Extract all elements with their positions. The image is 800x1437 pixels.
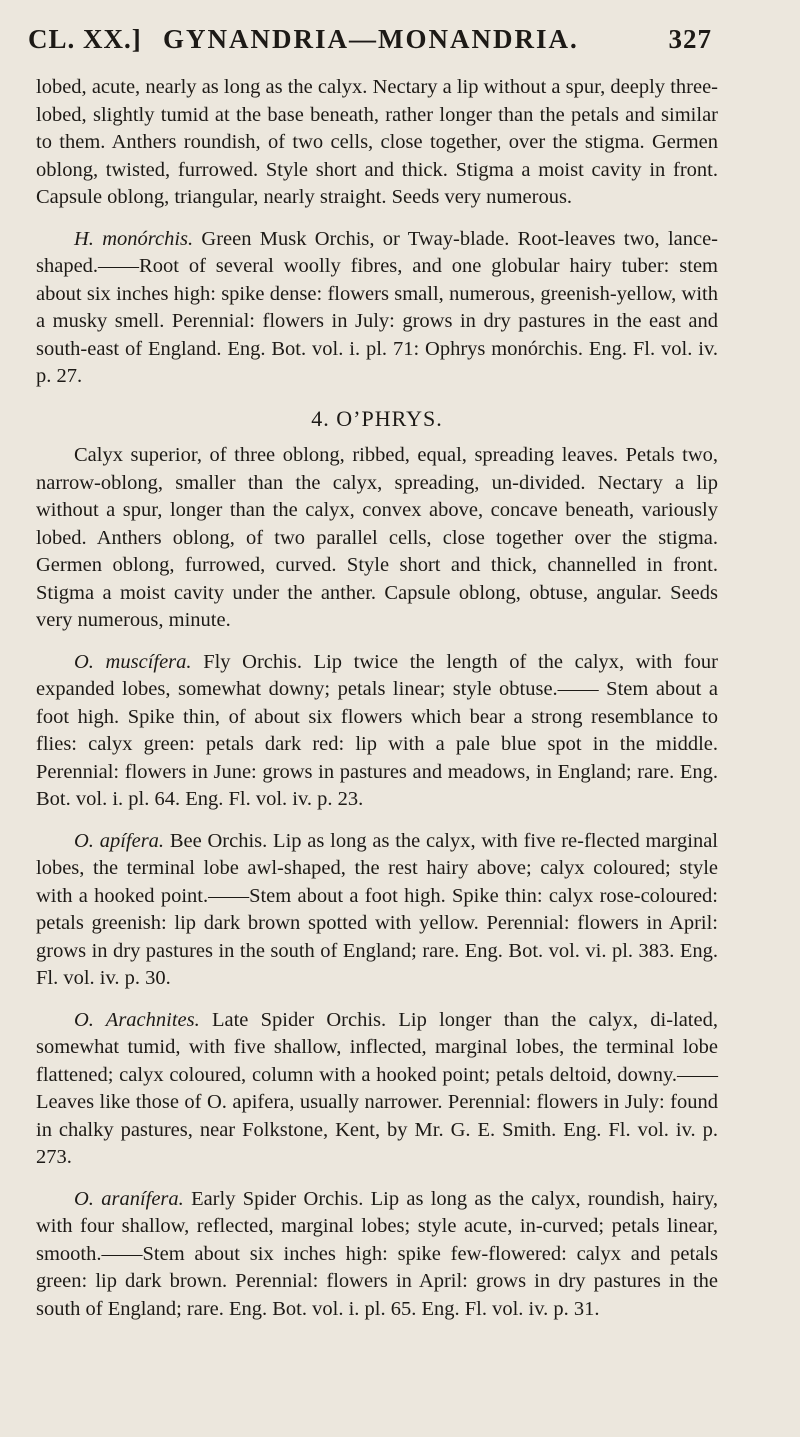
- genus-heading: 4. O’PHRYS.: [311, 405, 443, 431]
- page-number: 327: [668, 24, 712, 54]
- body-text: [36, 74, 718, 1323]
- running-header: [28, 24, 712, 64]
- species-description: Green Musk Orchis, or Tway-blade. Root-leaves two, lance-shaped.——Root of several woolly fibres, and one globular hairy tuber: stem about six inches high: spike dense: flowers small, numerous, greenish-yellow, with a musky smell. Perennial: flowers in July: grows in dry pastures in the east and south-east of England. Eng. Bot. vol. i. pl. 71: Ophrys monórchis. Eng. Fl. vol. iv. p. 27.: [36, 227, 719, 387]
- species-entry-aranifera: [36, 1186, 718, 1324]
- species-entry-monorchis: [36, 226, 718, 391]
- page-title: GYNANDRIA—MONANDRIA.: [163, 24, 579, 54]
- species-name: H. monórchis.: [74, 227, 194, 250]
- class-reference: CL. XX.]: [28, 24, 142, 54]
- continued-paragraph: lobed, acute, nearly as long as the calyx. Nectary a lip without a spur, deeply three-lobed, slightly tumid at the base beneath, rather longer than the petals and similar to them. Anthers roundish, of two cells, close together, over the stigma. Germen oblong, twisted, furrowed. Style short and thick. Stigma a moist cavity in front. Capsule oblong, triangular, nearly straight. Seeds very numerous.: [36, 76, 718, 208]
- species-description: Bee Orchis. Lip as long as the calyx, with five re-flected marginal lobes, the terminal lobe awl-shaped, the rest hairy above; calyx coloured; style with a hooked point.——Stem about a foot high. Spike thin: calyx rose-coloured: petals greenish: lip dark brown spotted with yellow. Perennial: flowers in April: grows in dry pastures in the south of England; rare. Eng. Bot. vol. vi. pl. 383. Eng. Fl. vol. iv. p. 30.: [36, 829, 719, 989]
- species-name: O. apífera.: [74, 829, 165, 852]
- species-name: O. Arachnites.: [74, 1008, 200, 1031]
- genus-description: Calyx superior, of three oblong, ribbed, equal, spreading leaves. Petals two, narrow-oblong, smaller than the calyx, spreading, un-divided. Nectary a lip without a spur, longer than the calyx, convex above, concave beneath, variously lobed. Anthers oblong, of two parallel cells, close together over the stigma. Germen oblong, furrowed, curved. Style short and thick, channelled in front. Stigma a moist cavity under the anther. Capsule oblong, obtuse, angular. Seeds very numerous, minute.: [36, 444, 718, 631]
- species-entry-arachnites: [36, 1007, 718, 1172]
- species-name: O. aranífera.: [74, 1187, 184, 1210]
- species-description: Early Spider Orchis. Lip as long as the calyx, roundish, hairy, with four shallow, reflected, marginal lobes; style acute, in-curved; petals linear, smooth.——Stem about six inches high: spike few-flowered: calyx and petals green: lip dark brown. Perennial: flowers in April: grows in dry pastures in the south of England; rare. Eng. Bot. vol. i. pl. 65. Eng. Fl. vol. iv. p. 31.: [36, 1187, 718, 1320]
- species-entry-muscifera: [36, 649, 718, 814]
- species-entry-apifera: [36, 828, 718, 993]
- species-description: Late Spider Orchis. Lip longer than the calyx, di-lated, somewhat tumid, with five shallow, inflected, marginal lobes, the terminal lobe flattened; calyx coloured, column with a hooked point; petals deltoid, downy.——Leaves like those of O. apifera, usually narrower. Perennial: flowers in July: found in chalky pastures, near Folkstone, Kent, by Mr. G. E. Smith. Eng. Fl. vol. iv. p. 273.: [36, 1008, 718, 1168]
- species-description: Fly Orchis. Lip twice the length of the calyx, with four expanded lobes, somewhat downy; petals linear; style obtuse.—— Stem about a foot high. Spike thin, of about six flowers which bear a strong resemblance to flies: calyx green: petals dark red: lip with a pale blue spot in the middle. Perennial: flowers in June: grows in pastures and meadows, in England; rare. Eng. Bot. vol. i. pl. 64. Eng. Fl. vol. iv. p. 23.: [36, 650, 719, 810]
- species-name: O. muscífera.: [74, 650, 192, 673]
